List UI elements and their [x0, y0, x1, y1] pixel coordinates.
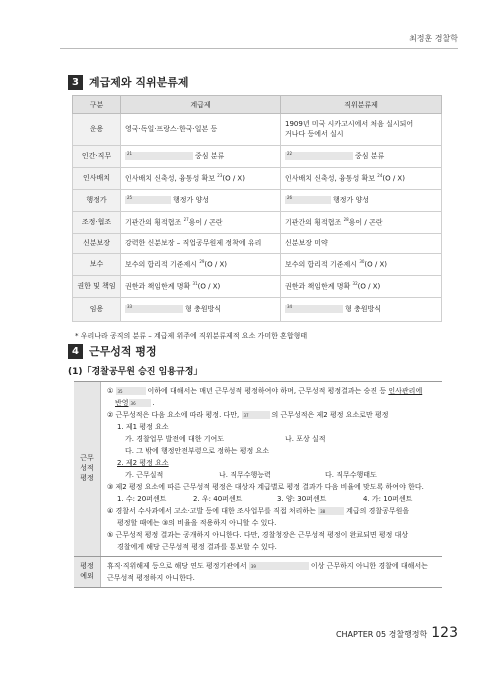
- row-label: 신분보장: [73, 234, 121, 254]
- text-line: 1. 수: 20퍼센트 2. 우: 40퍼센트 3. 양: 30퍼센트 4. 가: 10퍼센트: [117, 495, 413, 503]
- cell: 인사배치 신축성, 융통성 확보 $^{23}$(O / X): [121, 168, 281, 190]
- subsection-title: (1)「경찰공무원 승진 임용규정」: [68, 367, 203, 377]
- answer-blank: 37: [242, 411, 270, 419]
- section-title-text: 근무성적 평정: [89, 345, 157, 358]
- text-line: ③ 제2 평정 요소에 따른 근무성적 평정은 대상자 계급별로 평정 결과가 다음 비율에 맞도록 하여야 한다.: [107, 483, 424, 491]
- table-row: [73, 298, 442, 322]
- cell: 기관간의 횡적협조 $^{28}$용이 / 곤란: [281, 212, 442, 234]
- text-line: 가. 경찰업무 발전에 대한 기여도 나. 포상 실적: [125, 435, 326, 443]
- section-number-badge: 3: [68, 75, 83, 90]
- table-row: [73, 212, 442, 234]
- answer-blank: 38: [318, 507, 344, 515]
- table-row: [73, 254, 442, 276]
- label-line: 성적: [80, 464, 94, 473]
- row-label: 임용: [73, 298, 121, 322]
- row-label: 인간·직무: [73, 146, 121, 168]
- page-footer: [336, 625, 458, 641]
- row-label: 조정·협조: [73, 212, 121, 234]
- cell: 인사배치 신축성, 융통성 확보 $^{24}$(O / X): [281, 168, 442, 190]
- exception-content: [101, 557, 442, 587]
- text-line: 2. 제2 평정 요소: [117, 459, 169, 467]
- text-line: 반영 36 .: [115, 399, 155, 407]
- table-row: [73, 234, 442, 254]
- header-divider: [60, 48, 458, 49]
- header-cell: 직위분류제: [281, 96, 442, 114]
- text-line: 휴직·직위해제 등으로 해당 연도 평정기관에서 39 이상 근무하지 아니한 경찰에 대해서는: [107, 562, 428, 570]
- chapter-label: CHAPTER 05 경찰행정학: [335, 630, 428, 639]
- answer-blank: 39: [249, 562, 309, 570]
- label-line: 근무: [80, 454, 94, 463]
- label-line: 예외: [80, 572, 94, 580]
- text-line: 경찰에게 해당 근무성적 평정 결과를 통보할 수 있다.: [117, 543, 277, 551]
- running-header: 최정훈 경찰학: [409, 34, 458, 43]
- cell: 권한과 책임한계 명확 $^{31}$(O / X): [121, 276, 281, 298]
- comparison-table: [72, 95, 442, 322]
- cell: 22 중심 분류: [281, 146, 442, 168]
- row-label-evaluation: [74, 382, 101, 556]
- text-line: ① 35 이하에 대해서는 매년 근무성적 평정하여야 하며, 근무성적 평정결과는 승진 등 인사관리에: [107, 387, 423, 395]
- answer-blank: 25: [125, 196, 171, 204]
- answer-blank: 33: [125, 305, 183, 313]
- cell: [281, 114, 442, 146]
- cell-line: 1909년 미국 시카고시에서 처음 실시되어: [285, 120, 414, 129]
- text-line: 근무성적 평정하지 아니한다.: [107, 574, 195, 582]
- answer-blank: 26: [285, 196, 331, 204]
- text-line: 가. 근무실적 나. 직무수행능력 다. 직무수행태도: [125, 471, 377, 479]
- cell: 33 형 충원방식: [121, 298, 281, 322]
- cell: 신분보장 미약: [281, 234, 442, 254]
- page-number: 123: [431, 625, 458, 641]
- regulation-row-evaluation: [74, 382, 442, 557]
- cell: 기관간의 횡적협조 $^{27}$용이 / 곤란: [121, 212, 281, 234]
- cell: 25 행정가 양성: [121, 190, 281, 212]
- regulation-row-exception: [74, 557, 442, 588]
- header-cell: 계급제: [121, 96, 281, 114]
- table-row: [73, 168, 442, 190]
- answer-blank: 34: [285, 305, 343, 313]
- text-line: 다. 그 밖에 행정안전부령으로 정하는 평정 요소: [125, 447, 270, 455]
- label-line: 평정: [80, 562, 94, 571]
- table-row: [73, 276, 442, 298]
- row-label: 행정가: [73, 190, 121, 212]
- label-line: 평정: [80, 473, 94, 482]
- answer-blank: 21: [125, 152, 193, 160]
- row-label: 운용: [73, 114, 121, 146]
- cell: 26 행정가 양성: [281, 190, 442, 212]
- header-cell: 구분: [73, 96, 121, 114]
- answer-blank: 36: [129, 399, 151, 407]
- table-row: [73, 114, 442, 146]
- table-header-row: [73, 96, 442, 114]
- regulation-box: [74, 381, 442, 588]
- row-label: 보수: [73, 254, 121, 276]
- text-line: ⑤ 근무성적 평정 결과는 공개하지 아니한다. 다만, 경찰청장은 근무성적 평정이 완료되면 평정 대상: [107, 531, 409, 539]
- section-number-badge: 4: [68, 344, 83, 359]
- evaluation-content: [101, 382, 442, 556]
- table-footnote: * 우리나라 공직의 분류 – 계급제 위주에 직위분류제적 요소 가미한 혼합형태: [75, 332, 308, 340]
- answer-blank: 22: [285, 152, 353, 160]
- row-label-exception: [74, 557, 101, 587]
- text-line: 1. 제1 평정 요소: [117, 423, 169, 431]
- text-line: 평정할 때에는 ③의 비율을 적용하지 아니할 수 있다.: [117, 519, 277, 527]
- table-row: [73, 190, 442, 212]
- table-row: [73, 146, 442, 168]
- cell: 보수의 합리적 기준제시 $^{29}$(O / X): [121, 254, 281, 276]
- row-label: 권한 및 책임: [73, 276, 121, 298]
- cell: 34 형 충원방식: [281, 298, 442, 322]
- section-4-title: [68, 343, 157, 359]
- row-label: 인사배치: [73, 168, 121, 190]
- cell: 21 중심 분류: [121, 146, 281, 168]
- cell: 보수의 합리적 기준제시 $^{30}$(O / X): [281, 254, 442, 276]
- cell: 권한과 책임한계 명확 $^{32}$(O / X): [281, 276, 442, 298]
- cell: 강력한 신분보장 – 직업공무원제 정착에 유리: [121, 234, 281, 254]
- answer-blank: 35: [116, 387, 146, 395]
- section-title-text: 계급제와 직위분류제: [89, 76, 189, 89]
- section-3-title: [68, 74, 188, 90]
- text-line: ④ 경찰서 수사과에서 고소·고발 등에 대한 조사업무를 직접 처리하는 38 계급의 경찰공무원을: [107, 507, 410, 515]
- cell: 영국·독일·프랑스·한국·일본 등: [121, 114, 281, 146]
- text-line: ② 근무성적은 다음 요소에 따라 평정. 다만, 37 의 근무성적은 제2 평정 요소로만 평정: [107, 411, 389, 419]
- cell-line: 거나다 등에서 실시: [285, 129, 344, 138]
